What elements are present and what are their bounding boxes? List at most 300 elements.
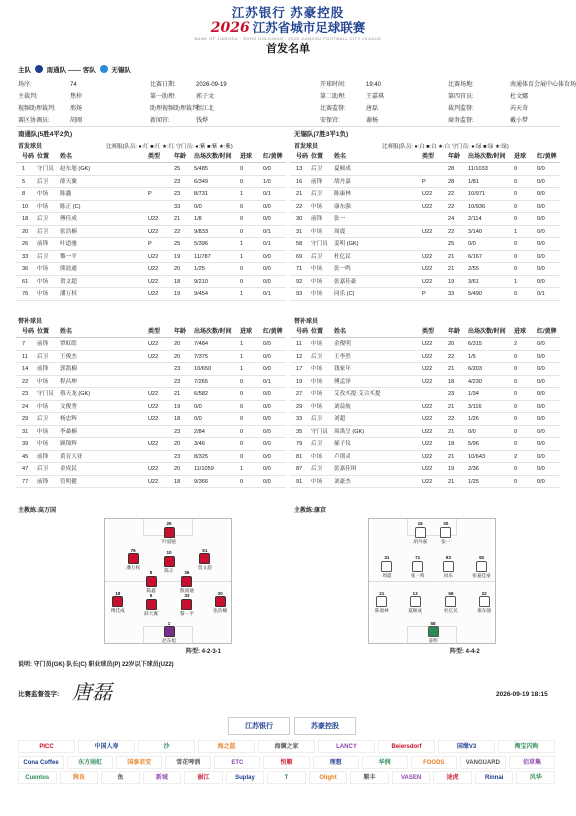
sponsor-logo: Cona Coffee — [18, 756, 64, 769]
player-number: 16 — [417, 521, 423, 527]
table-cell: 中场 — [37, 266, 49, 272]
table-cell: 0 — [240, 416, 244, 422]
table-cell: 0/0 — [263, 441, 271, 447]
player-name: 赵东旭 — [162, 638, 176, 644]
table-cell: 21 — [448, 366, 455, 372]
sponsor-logo: 恒顺 — [263, 756, 309, 769]
table-cell: 0/1 — [263, 291, 271, 297]
info-value: 74 — [70, 82, 77, 88]
table-cell: 2/114 — [468, 216, 482, 222]
table-cell: 18 — [174, 416, 181, 422]
sponsor-logo: 丽江 — [184, 771, 223, 784]
table-cell: 0 — [514, 166, 518, 172]
sponsor-logo: 新城 — [143, 771, 182, 784]
table-cell: U22 — [148, 341, 159, 347]
info-value: 谢杨 — [366, 118, 379, 124]
table-cell: 23 — [174, 366, 181, 372]
table-row — [290, 401, 560, 414]
info-label: 场序: — [18, 82, 32, 88]
table-cell: 0/0 — [263, 253, 271, 260]
table-row — [16, 451, 286, 464]
table-cell: 79 — [296, 441, 303, 447]
jersey-icon — [215, 596, 226, 607]
table-cell: U22 — [422, 353, 433, 360]
table-cell: 0 — [514, 253, 518, 260]
column-header: 出场次数/时间 — [468, 329, 506, 335]
table-cell: 1/26 — [468, 416, 479, 422]
player-marker — [185, 548, 225, 571]
jersey-icon — [112, 596, 123, 607]
jersey-icon — [445, 596, 456, 607]
info-value: 钱烨 — [196, 118, 209, 124]
player-name: 陈康林 — [374, 608, 389, 614]
table-cell: 赵东旭 (GK) — [60, 166, 91, 172]
table-cell: 5/396 — [194, 241, 208, 247]
table-cell: 杨忠辉 — [60, 416, 77, 422]
sponsor-logo: 国缘V3 — [438, 740, 495, 753]
player-name: 傅佳成 — [110, 608, 125, 614]
table-cell: 程昌坤 — [60, 378, 77, 385]
table-cell: 0 — [240, 403, 244, 410]
column-header: 进球 — [514, 329, 527, 335]
table-cell: 后卫 — [37, 416, 49, 422]
info-label: 第四官员: — [448, 94, 474, 100]
table-cell: 守门员 — [311, 241, 328, 247]
table-cell: 0/0 — [263, 478, 271, 485]
table-cell: 8/325 — [194, 453, 208, 460]
table-cell: 0 — [514, 191, 518, 197]
table-header — [290, 152, 560, 163]
jersey-icon — [181, 599, 192, 610]
coach-name: 康京 — [314, 508, 327, 514]
table-cell: 0/0 — [537, 216, 545, 222]
column-header: 类型 — [148, 154, 161, 160]
table-row — [290, 376, 560, 389]
table-cell: 0 — [514, 441, 518, 447]
table-cell: 0 — [240, 378, 244, 385]
table-cell: 11/787 — [194, 253, 211, 260]
sponsor-logo: 中国人寿 — [78, 740, 135, 753]
table-row — [290, 438, 560, 451]
table-cell: 0/0 — [537, 166, 545, 172]
table-cell: 后卫 — [311, 166, 323, 172]
table-cell: 0 — [240, 441, 244, 447]
sponsor-logo: 佰草集 — [509, 756, 555, 769]
table-cell: 0/0 — [537, 453, 545, 460]
player-number: 8 — [149, 570, 153, 576]
sponsor-logo: LANCY — [318, 740, 375, 753]
home-label: 主队 — [18, 67, 31, 74]
info-label: 第一助理: — [150, 94, 176, 100]
table-row — [290, 413, 560, 426]
info-label: 助理视频助理裁判: — [150, 106, 200, 112]
table-cell: 0 — [514, 241, 518, 247]
column-header: 年龄 — [174, 154, 187, 160]
table-cell: 23 — [174, 428, 181, 435]
table-cell: 0/0 — [537, 241, 545, 247]
table-cell: 19 — [174, 291, 181, 297]
table-row — [16, 438, 286, 451]
table-cell: 中场 — [37, 428, 49, 435]
player-marker — [200, 591, 240, 614]
table-cell: 20 — [174, 341, 181, 347]
table-cell: 1/0 — [263, 178, 271, 185]
table-cell: 31 — [296, 228, 303, 235]
table-cell: 刘超 — [334, 416, 346, 422]
jersey-icon — [376, 596, 387, 607]
league-year: 2026 — [210, 20, 250, 36]
home-team-name: 南通队 — [46, 67, 67, 74]
sponsor-logo: 理想 — [313, 756, 359, 769]
info-label: 开球时间: — [320, 82, 346, 88]
table-cell: 25 — [174, 241, 181, 247]
table-cell: 26 — [22, 241, 29, 247]
table-cell: 后卫 — [37, 353, 49, 360]
info-value: 焦梓 — [70, 94, 83, 100]
table-cell: U22 — [422, 253, 433, 260]
table-cell: 0/0 — [537, 441, 545, 447]
table-cell: 0/0 — [263, 428, 271, 435]
table-row — [16, 338, 286, 351]
table-cell: 1/5 — [468, 353, 476, 360]
table-cell: U22 — [148, 478, 159, 485]
column-header: 红/黄牌 — [537, 329, 557, 335]
table-cell: 守门员 — [37, 391, 54, 397]
info-value: 邢炀 — [70, 106, 83, 112]
table-cell: 前锋 — [37, 241, 49, 247]
table-cell: 35 — [296, 428, 303, 435]
column-header: 出场次数/时间 — [194, 154, 232, 160]
table-cell: 0/0 — [537, 266, 545, 272]
table-row — [16, 176, 286, 189]
table-cell: 黄育大亚 — [60, 453, 83, 460]
table-cell: 张一鸣 — [334, 266, 351, 272]
player-number: 58 — [430, 620, 436, 626]
jersey-icon — [146, 599, 157, 610]
table-cell: 钱家年 — [334, 366, 351, 372]
table-row — [290, 388, 560, 401]
table-cell: 后卫 — [37, 178, 49, 185]
table-cell: 10/643 — [468, 453, 486, 460]
table-cell: 0 — [514, 378, 518, 385]
table-cell: 张嘉佳豪 — [334, 278, 357, 285]
table-cell: 5/485 — [194, 166, 208, 172]
table-cell: 7/484 — [194, 341, 208, 347]
table-cell: U22 — [148, 353, 159, 360]
table-cell: 22 — [296, 203, 303, 210]
table-cell: 金成民 — [60, 466, 77, 472]
sponsor-logo: 沙 — [138, 740, 195, 753]
table-cell: 9/366 — [194, 478, 208, 485]
table-cell: 20 — [174, 353, 181, 360]
table-row — [290, 163, 560, 176]
table-cell: 周禹呈 (GK) — [334, 428, 365, 435]
table-cell: 傅孟泽 — [334, 378, 351, 385]
table-row — [290, 476, 560, 489]
column-header: 出场次数/时间 — [194, 329, 232, 335]
jersey-icon — [146, 576, 157, 587]
table-cell: 5/96 — [468, 441, 479, 447]
table-cell: U22 — [422, 453, 433, 460]
sponsor-logo: 东方雨虹 — [67, 756, 113, 769]
player-name: 熊晨通 — [180, 587, 194, 593]
table-cell: 陈康林 — [334, 191, 351, 197]
coach-label: 主教练: — [294, 508, 314, 514]
table-row — [16, 388, 286, 401]
table-cell: 中场 — [311, 291, 323, 297]
table-cell: 后卫 — [37, 253, 49, 260]
table-cell: 7/265 — [194, 378, 208, 385]
table-cell: 0 — [240, 228, 244, 235]
table-cell: P — [422, 291, 426, 297]
table-cell: 0/0 — [537, 191, 545, 197]
table-cell: 后卫 — [311, 416, 323, 422]
sponsor-logo: FOODS — [411, 756, 457, 769]
table-cell: 6/167 — [468, 253, 482, 260]
player-marker — [131, 593, 171, 616]
column-header: 年龄 — [448, 329, 461, 335]
column-header: 号码 — [22, 154, 35, 160]
table-cell: 10 — [22, 203, 29, 210]
table-cell: 叶道驰 — [60, 241, 77, 247]
table-cell: 91 — [296, 478, 303, 485]
table-cell: 21 — [448, 266, 455, 272]
player-marker — [426, 521, 466, 544]
table-cell: 前锋 — [37, 341, 49, 347]
sponsor-logo: 海之蓝 — [198, 740, 255, 753]
table-cell: 0 — [514, 416, 518, 422]
info-value: 程江北 — [196, 106, 215, 112]
sponsor-logo: 国泰君安 — [116, 756, 162, 769]
jersey-icon — [128, 553, 139, 564]
table-cell: 19 — [174, 253, 181, 260]
jersey-icon — [443, 561, 454, 572]
table-cell: 2 — [514, 341, 518, 347]
column-header: 红/黄牌 — [537, 154, 557, 160]
table-cell: 0/0 — [537, 466, 545, 472]
table-cell: 0 — [514, 203, 518, 210]
table-cell: 中场 — [311, 228, 323, 235]
teams-line — [18, 65, 131, 75]
player-name: 胡丹嘉 — [413, 538, 428, 544]
column-header: 出场次数/时间 — [468, 154, 506, 160]
table-cell: 19 — [296, 378, 303, 385]
table-cell: 5 — [22, 178, 26, 185]
player-number: 92 — [479, 555, 485, 561]
table-cell: 39 — [22, 441, 29, 447]
column-header: 年龄 — [448, 154, 461, 160]
table-row — [290, 338, 560, 351]
table-cell: 王李然 — [334, 353, 351, 360]
table-cell: 0/0 — [263, 403, 271, 410]
player-number: 21 — [379, 590, 385, 596]
table-row — [290, 238, 560, 251]
jersey-icon — [381, 561, 392, 572]
table-cell: 9/833 — [194, 228, 208, 235]
table-cell: 薛天翼 — [60, 178, 77, 185]
table-cell: 2/36 — [468, 466, 479, 472]
table-cell: 中场 — [37, 378, 49, 385]
table-cell: P — [148, 191, 152, 197]
table-cell: 22 — [22, 378, 29, 385]
table-cell: 中场 — [37, 441, 49, 447]
table-cell: 21 — [296, 191, 303, 197]
home-starters-table — [16, 152, 286, 301]
legend-note: 说明: 守门员(GK) 队长(C) 职业球员(P) 22岁以下球员(U22) — [18, 662, 174, 668]
player-number: 69 — [448, 590, 454, 596]
table-row — [16, 351, 286, 364]
table-cell: U22 — [422, 228, 433, 235]
table-cell: 后卫 — [311, 191, 323, 197]
table-cell: 12 — [296, 353, 303, 360]
table-header — [290, 327, 560, 338]
table-cell: 0/0 — [468, 428, 476, 435]
sponsor-logo: Cuentos — [18, 771, 57, 784]
table-cell: 艾孜买提·艾合买提 — [334, 391, 381, 397]
info-value: 杜文娜 — [510, 94, 529, 100]
table-cell: 33 — [22, 253, 29, 260]
table-cell: 2/55 — [468, 266, 479, 272]
player-number: 76 — [130, 547, 136, 553]
table-cell: 0/0 — [263, 278, 271, 285]
table-cell: 0 — [240, 216, 244, 222]
jersey-icon — [440, 527, 451, 538]
table-cell: 21 — [174, 391, 181, 397]
table-cell: 0/1 — [263, 241, 271, 247]
player-number: 93 — [445, 555, 451, 561]
table-cell: 0 — [514, 478, 518, 485]
sponsor-logo: Rinnai — [475, 771, 514, 784]
table-cell: 22 — [174, 228, 181, 235]
table-cell: 前锋 — [37, 453, 49, 460]
home-crest-icon — [35, 65, 43, 73]
table-cell: U22 — [422, 466, 433, 472]
table-cell: 守门员 — [37, 166, 54, 172]
info-value: 19:40 — [366, 82, 382, 88]
table-cell: 29 — [296, 403, 303, 410]
table-cell: 11/1033 — [468, 166, 488, 172]
column-header: 位置 — [37, 329, 50, 335]
table-cell: 16 — [296, 178, 303, 185]
table-cell: 0/0 — [263, 353, 271, 360]
table-cell: 1 — [240, 191, 244, 197]
table-cell: 中场 — [311, 203, 323, 210]
table-cell: 7/375 — [194, 353, 208, 360]
info-value: 2026-09-19 — [196, 82, 227, 88]
player-name: 同乐 — [443, 572, 453, 578]
table-row — [16, 288, 286, 301]
table-cell: 10/936 — [468, 203, 486, 210]
table-cell: 0/0 — [263, 453, 271, 460]
column-header: 姓名 — [334, 154, 347, 160]
table-cell: 25 — [448, 241, 455, 247]
table-cell: 93 — [296, 291, 303, 297]
table-cell: 中场 — [311, 453, 323, 460]
table-cell: 蔡天龙 (GK) — [60, 391, 91, 397]
table-cell: 21 — [174, 216, 181, 222]
table-cell: 后卫 — [311, 253, 323, 260]
table-cell: 1/25 — [194, 266, 205, 272]
sponsor-logo: 雪花啤酒 — [165, 756, 211, 769]
table-cell: U22 — [422, 403, 433, 410]
info-label: 比赛日期: — [150, 82, 176, 88]
table-row — [290, 426, 560, 439]
table-cell: 22 — [448, 191, 455, 197]
player-number: 31 — [384, 555, 390, 561]
column-header: 姓名 — [334, 329, 347, 335]
home-team-record: 南通队(5胜4平2负) — [18, 131, 73, 138]
table-cell: U22 — [422, 278, 433, 285]
table-cell: 6/315 — [468, 341, 482, 347]
table-cell: 11 — [22, 353, 28, 360]
table-cell: 3/116 — [468, 403, 482, 410]
sponsor-logo: VANGUARD — [460, 756, 506, 769]
table-cell: U22 — [422, 203, 433, 210]
table-cell: 23 — [22, 391, 29, 397]
table-cell: 0/0 — [537, 366, 545, 372]
table-cell: 18 — [448, 441, 455, 447]
player-number: 5 — [149, 593, 153, 599]
home-subs-table — [16, 327, 286, 488]
table-cell: 1 — [240, 241, 244, 247]
column-header: 类型 — [422, 329, 435, 335]
table-cell: 1 — [240, 366, 244, 372]
away-subs-table — [290, 327, 560, 488]
info-value: 郭子文 — [196, 94, 215, 100]
table-row — [16, 188, 286, 201]
info-value: 王嘉琪 — [366, 94, 385, 100]
sponsor-logo: 顺丰 — [350, 771, 389, 784]
table-cell: 0/0 — [537, 478, 545, 485]
table-cell: 前锋 — [37, 366, 49, 372]
player-marker — [464, 591, 504, 614]
table-cell: 19 — [448, 466, 455, 472]
table-row — [16, 163, 286, 176]
table-cell: 覃虹皓 — [60, 341, 77, 347]
table-cell: 22 — [448, 353, 455, 360]
player-name: 周震 — [382, 572, 392, 578]
sponsor-logo: 风华 — [516, 771, 555, 784]
jersey-icon — [415, 527, 426, 538]
table-cell: 刘豪杰 — [334, 478, 351, 485]
table-cell: 0 — [514, 391, 518, 397]
table-row — [290, 276, 560, 289]
player-marker — [113, 548, 153, 571]
table-row — [16, 201, 286, 214]
table-row — [16, 263, 286, 276]
table-cell: U22 — [422, 266, 433, 272]
table-row — [16, 363, 286, 376]
table-cell: 1 — [240, 353, 244, 360]
sponsor-title: 江苏银行 苏豪控股 — [231, 6, 345, 20]
player-name: 陈鑫 — [146, 587, 156, 593]
jersey-icon — [181, 576, 192, 587]
document-header — [0, 6, 576, 56]
table-cell: 18 — [174, 478, 181, 485]
table-cell: 19 — [448, 278, 455, 285]
player-number: 36 — [184, 570, 190, 576]
table-cell: 中场 — [311, 391, 323, 397]
table-cell: 36 — [22, 266, 29, 272]
info-label: 裁判监督: — [448, 106, 474, 112]
formation-value: 4-2-3-1 — [201, 649, 222, 655]
table-cell: 贺文超 — [60, 278, 77, 285]
sponsor-logo: ETC — [214, 756, 260, 769]
table-cell: 1 — [240, 253, 244, 260]
table-cell: 杜亿民 — [334, 253, 351, 260]
table-cell: 0/0 — [468, 241, 476, 247]
table-cell: 刘益航 — [334, 403, 351, 410]
